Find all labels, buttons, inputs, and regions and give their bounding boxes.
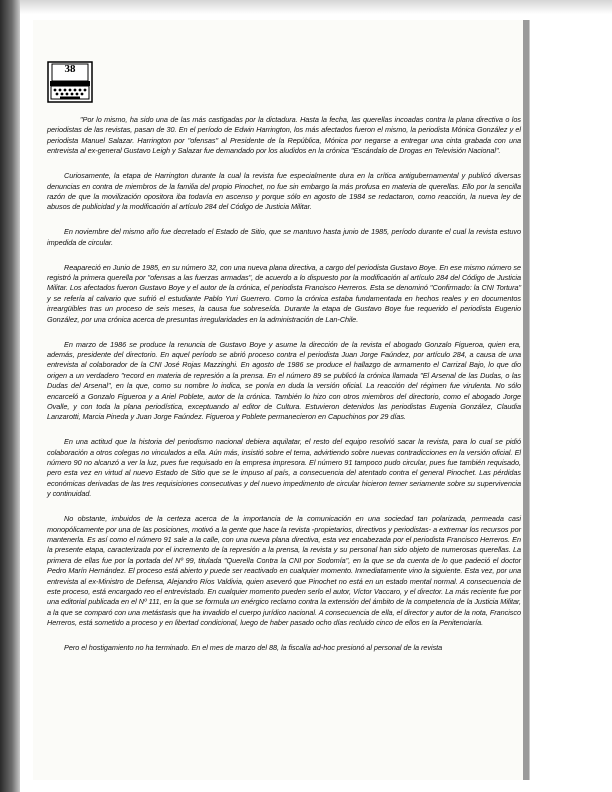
- paragraph: Pero el hostigamiento no ha terminado. En el mes de marzo del 88, la fiscalía ad-hoc presionó al personal de la revista: [64, 643, 443, 653]
- page-number: 38: [64, 63, 76, 75]
- article-body: [47, 115, 521, 668]
- scan-left-edge: [0, 0, 20, 792]
- paragraph: Reapareció en Junio de 1985, en su número 32, con una nueva plana directiva, a cargo del periodista Gustavo Boye. En ese mismo número se registró la primera querella por "ofensas a las fuerzas armadas", de acuerdo a lo dispuesto por la modificación al artículo 284 del Código de Justicia Militar. Los afectados fueron Gustavo Boye y el autor de la crónica, el periodista Francisco Herreros. Esta se denominó "Confirmado: la CNI Tortura" y se refería al calvario que sufrió el estudiante Pablo Yuri Guerrero. Como la crónica estaba fundamentada en hechos reales y en documentos irreargüibles tras un proceso de seis meses, la causa fue sobreseída. Durante la etapa de Gustavo Boye fue requerido el periodista Eugenio González, por una crónica acerca de presuntas irregularidades en la administración de Lan-Chile.: [47, 262, 521, 324]
- paragraph: No obstante, imbuidos de la certeza acerca de la importancia de la comunicación en una sociedad tan polarizada, permeada casi monopólicamente por una de las posiciones, motivó a la gente que hace la revista -propietarios, directivos y periodistas- a extremar los recursos por mantenerla. Es así como el número 91 sale a la calle, con una nueva plana directiva, esta vez encabezada por el periodista Francisco Herreros. En la presente etapa, caracterizada por el incremento de la represión a la prensa, la revista y su personal han sido objeto de numerosas querellas. La primera de ellas fue por la portada del Nº 99, titulada "Querella Contra la CNI por Sodomía", en la que se da cuenta de lo que padeció el doctor Pedro Marín Hernández. El proceso está abierto y puede ser reactivado en cualquier momento. Inmediatamente vino la siguiente. Esta vez, por una entrevista al ex-Ministro de Defensa, Alejandro Ríos Valdivia, quien aseveró que Pinochet no está en un estado mental normal. A consecuencia de este proceso, está encargado reo el entrevistado. En cualquier momento pueden serlo el autor, Víctor Vaccaro, y el director. La más reciente fue por una editorial publicada en el Nº 111, en la que se formula un enérgico reclamo contra la extensión del ámbito de la competencia de la Justicia Militar, a la que se comparó con una metástasis que ha invadido el cuerpo jurídico nacional. A consecuencia de ella, el director y autor de la nota, Francisco Herreros, está sometido a proceso y en libertad condicional, luego de haber pasado ocho días recluido cinco de ellos en la Penitenciaría.: [47, 514, 521, 628]
- paragraph: En una actitud que la historia del periodismo nacional debiera aquilatar, el resto del equipo resolvió sacar la revista, para lo cual se pidió colaboración a otros colegas no vinculados a ella. Aún más, insistió sobre el tema, advirtiendo sobre nuevas contradicciones en la versión oficial. El número 90 no alcanzó a ver la luz, pues fue requisado en la empresa impresora. El número 91 tampoco pudo circular, pues fue también requisado, pero esta vez en virtud al nuevo Estado de Sitio que se le impuso al país, a consecuencia del atentado contra el general Pinochet. Las pérdidas económicas derivadas de las tres requisiciones consecutivas y del nuevo impedimento de circular hicieron temer seriamente sobre su supervivencia y continuidad.: [47, 437, 521, 499]
- paragraph: Curiosamente, la etapa de Harrington durante la cual la revista fue especialmente dura en la crítica antigubernamental y publicó diversas denuncias en contra de miembros de la familia del propio Pinochet, no fue sin embargo la más profusa en materia de querellas. Ello por la sencilla razón de que la movilización opositora iba todavía en ascenso y porque sólo en agosto de 1984 se redactaron, como reacción, la nueva ley de abusos de publicidad y la modificación al artículo 284 del Código de Justicia Militar.: [47, 171, 521, 212]
- paragraph: En marzo de 1986 se produce la renuncia de Gustavo Boye y asume la dirección de la revista el abogado Gonzalo Figueroa, quien era, además, presidente del directorio. En aquel período se abrió proceso contra el periodista Juan Jorge Faúndez, por artículo 284, a causa de una entrevista al colaborador de la CNI José Rojas Mazzinghi. En agosto de 1986 se produce el hallazgo de armamento el Carrizal Bajo, lo que dio origen a un verdadero "record en materia de represión a la prensa. En el número 89 se publicó la crónica llamada "El Arsenal de las Dudas, o las Dudas del Arsenal", en la que, como su nombre lo indica, se ponía en duda la versión oficial. La reacción del régimen fue virulenta. No sólo encarceló a Gonzalo Figueroa y a Ariel Poblete, autor de la crónica. También lo hizo con otros miembros del directorio, como el abogado Jorge Ovalle, y con toda la plana periodística, exceptuando al editor de Cultura. Estuvieron detenidos las periodistas Eugenia González, Claudia Lanzarotti, Marcia Pineda y Juan Jorge Faúndez. Figueroa y Poblete permanecieron en Capuchinos por 29 días.: [47, 339, 521, 422]
- document-page: [33, 20, 529, 780]
- paragraph: "Por lo mismo, ha sido una de las más castigadas por la dictadura. Hasta la fecha, las querellas incoadas contra la plana directiva o los periodistas de las revistas, pasan de 30. En el período de Edwin Harrington, los más afectados fueron el mismo, la periodista Mónica González y el periodista Manuel Salazar. Harrington por "ofensas" al Presidente de la República, Mónica por negarse a entregar una cinta grabada con una entrevista al ex-general Gustavo Leigh y Salazar fue demandado por los aludidos en la crónica "Escándalo de Drogas en Televisión Nacional".: [47, 115, 521, 156]
- paragraph: En noviembre del mismo año fue decretado el Estado de Sitio, que se mantuvo hasta junio de 1985, período durante el cual la revista estuvo impedida de circular.: [47, 227, 521, 247]
- scan-top-shadow: [0, 0, 612, 14]
